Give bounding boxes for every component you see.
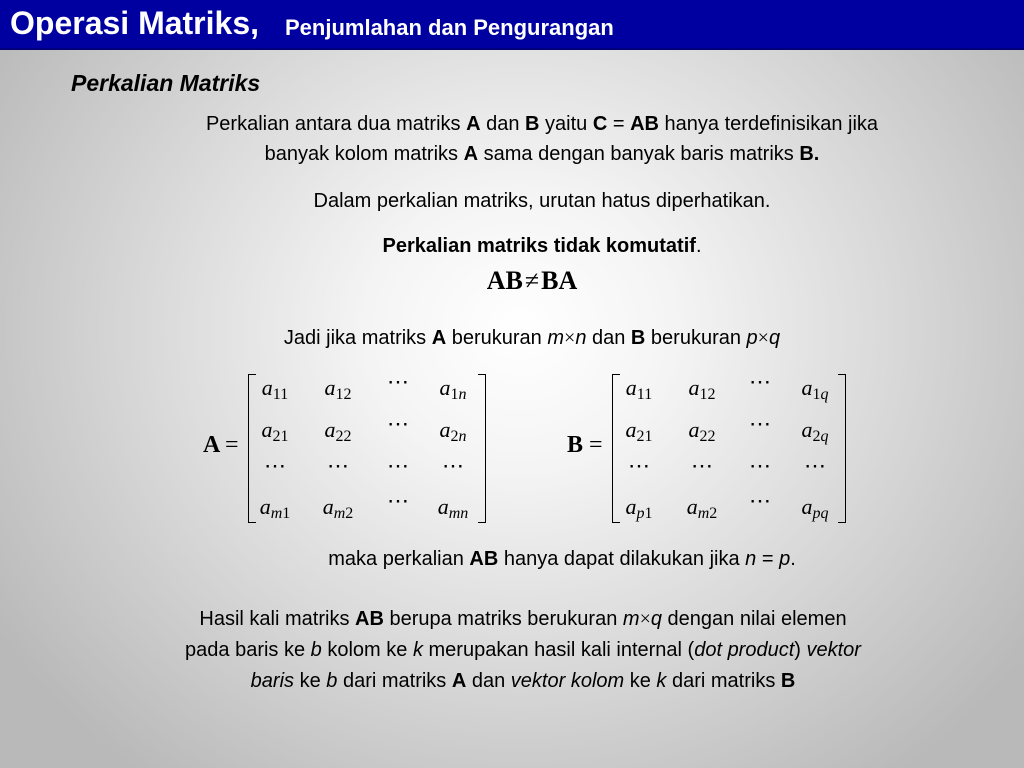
- text-run-bold: B: [780, 670, 796, 692]
- matrix-cell: $a_{21}$: [625, 417, 653, 445]
- text-run-italic: p: [746, 327, 758, 349]
- text-run: berukuran: [645, 327, 747, 349]
- text-run-italic: baris: [250, 670, 295, 692]
- definition-line-1: [0, 113, 1024, 136]
- matrix-cell: ⋯: [387, 453, 409, 478]
- text-run: =: [607, 113, 631, 135]
- matrix-cell: ⋯: [387, 369, 409, 394]
- text-run-italic: p: [779, 548, 791, 570]
- text-run-italic: n: [575, 327, 587, 349]
- matrix-cell: $a_{12}$: [688, 375, 716, 403]
- slide-subtitle: Penjumlahan dan Pengurangan: [285, 15, 614, 40]
- text-run-italic: b: [326, 670, 338, 692]
- text-run-italic: q: [650, 608, 662, 630]
- text-run: dari matriks: [666, 670, 781, 692]
- text-run-italic: k: [412, 639, 423, 661]
- formula-right: BA: [541, 266, 578, 295]
- text-run: Perkalian antara dua matriks: [205, 113, 467, 135]
- text-run: =: [756, 548, 780, 570]
- text-run-bold: AB: [469, 548, 499, 570]
- matrix-cell: $a_{m2}$: [322, 494, 354, 522]
- text-run: banyak kolom matriks: [264, 143, 464, 165]
- text-run: dengan nilai elemen: [661, 608, 847, 630]
- text-run: kolom ke: [321, 639, 413, 661]
- size-statement: [0, 327, 1024, 350]
- matrix-cell: ⋯: [804, 453, 826, 478]
- text-run: .: [790, 548, 796, 570]
- matrix-cell: $a_{22}$: [324, 417, 352, 445]
- text-run: hanya terdefinisikan jika: [659, 113, 879, 135]
- matrix-cell: $a_{2n}$: [439, 417, 467, 445]
- text-run: dan: [466, 670, 511, 692]
- text-run-italic: dot product: [694, 639, 795, 661]
- matrix-cell: $a_{22}$: [688, 417, 716, 445]
- matrix-cell: $a_{11}$: [625, 375, 653, 403]
- matrix-cell: $a_{m2}$: [686, 494, 718, 522]
- text-run-bold: A: [451, 670, 467, 692]
- non-commutative-note: [0, 235, 1024, 258]
- formula-left: AB: [486, 266, 523, 295]
- text-run-bold: C: [592, 113, 608, 135]
- matrix-cell: ⋯: [749, 488, 771, 513]
- matrix-cell: $a_{mn}$: [437, 494, 469, 522]
- times-sign: ×: [757, 327, 769, 349]
- result-line-1: [0, 608, 1024, 631]
- text-run: hanya dapat dilakukan jika: [498, 548, 746, 570]
- text-run-bold: AB: [630, 113, 659, 135]
- text-run-bold: B.: [799, 143, 820, 165]
- matrix-cell: $a_{21}$: [261, 417, 289, 445]
- text-run: Jadi jika matriks: [283, 327, 432, 349]
- text-run-italic: q: [768, 327, 781, 349]
- formula-ab-not-ba: [0, 266, 1024, 296]
- times-sign: ×: [639, 608, 651, 630]
- matrix-a-label: A: [203, 432, 221, 458]
- text-run-bold: A: [466, 113, 481, 135]
- text-run-bold: A: [463, 143, 479, 165]
- text-run: sama dengan banyak baris matriks: [478, 143, 800, 165]
- text-run: dan: [586, 327, 631, 349]
- section-heading: Perkalian Matriks: [71, 70, 261, 96]
- text-run-italic: m: [622, 608, 640, 630]
- text-run-bold: A: [431, 327, 447, 349]
- text-run: berupa matriks berukuran: [383, 608, 623, 630]
- text-run-bold: AB: [355, 608, 384, 630]
- slide-title: Operasi Matriks,: [10, 5, 259, 41]
- matrix-b-equals: =: [589, 432, 603, 458]
- matrix-cell: $a_{11}$: [261, 375, 289, 403]
- matrix-cell: ⋯: [749, 369, 771, 394]
- text-run: ): [794, 639, 807, 661]
- matrix-cell: ⋯: [387, 488, 409, 513]
- matrix-cell: ⋯: [387, 411, 409, 436]
- text-run: maka perkalian: [328, 548, 470, 570]
- result-line-3: [0, 670, 1024, 693]
- matrix-cell: ⋯: [749, 411, 771, 436]
- matrix-a-equals: =: [225, 432, 239, 458]
- matrix-cell: $a_{1q}$: [801, 375, 829, 403]
- text-run-italic: vektor kolom: [510, 670, 625, 692]
- matrix-cell: $a_{pq}$: [801, 494, 829, 522]
- text-run: ke: [624, 670, 657, 692]
- matrix-cell: $a_{1n}$: [439, 375, 467, 403]
- text-run: pada baris ke: [185, 639, 311, 661]
- text-run-italic: n: [745, 548, 757, 570]
- result-line-2: [0, 639, 1024, 662]
- text-run-italic: m: [547, 327, 565, 349]
- text-run-italic: k: [656, 670, 667, 692]
- text-run: berukuran: [446, 327, 548, 349]
- matrix-cell: $a_{p1}$: [625, 494, 653, 522]
- matrix-cell: $a_{m1}$: [259, 494, 291, 522]
- matrix-cell: ⋯: [442, 453, 464, 478]
- matrix-cell: ⋯: [628, 453, 650, 478]
- text-run: .: [695, 235, 702, 257]
- matrix-cell: ⋯: [749, 453, 771, 478]
- matrix-b-label: B: [567, 432, 584, 458]
- text-run-bold: Perkalian matriks tidak komutatif: [382, 235, 696, 257]
- matrix-cell: $a_{2q}$: [801, 417, 829, 445]
- title-bar: [0, 0, 1024, 50]
- text-run: dari matriks: [337, 670, 452, 692]
- matrix-cell: $a_{12}$: [324, 375, 352, 403]
- matrix-cell: ⋯: [691, 453, 713, 478]
- text-run-italic: b: [310, 639, 322, 661]
- text-run-bold: B: [525, 113, 540, 135]
- text-run: merupakan hasil kali internal (: [422, 639, 695, 661]
- text-run: yaitu: [539, 113, 593, 135]
- times-sign: ×: [564, 327, 576, 349]
- text-run: dan: [480, 113, 526, 135]
- text-run-bold: B: [630, 327, 646, 349]
- condition-statement: [0, 548, 1024, 571]
- text-run: Hasil kali matriks: [199, 608, 355, 630]
- matrix-cell: ⋯: [327, 453, 349, 478]
- text-run: ke: [294, 670, 327, 692]
- matrix-cell: ⋯: [264, 453, 286, 478]
- not-equal-sign: ≠: [524, 266, 540, 295]
- order-note: Dalam perkalian matriks, urutan hatus diperhatikan.: [313, 190, 771, 212]
- text-run-italic: vektor: [806, 639, 861, 661]
- definition-line-2: [0, 143, 1024, 166]
